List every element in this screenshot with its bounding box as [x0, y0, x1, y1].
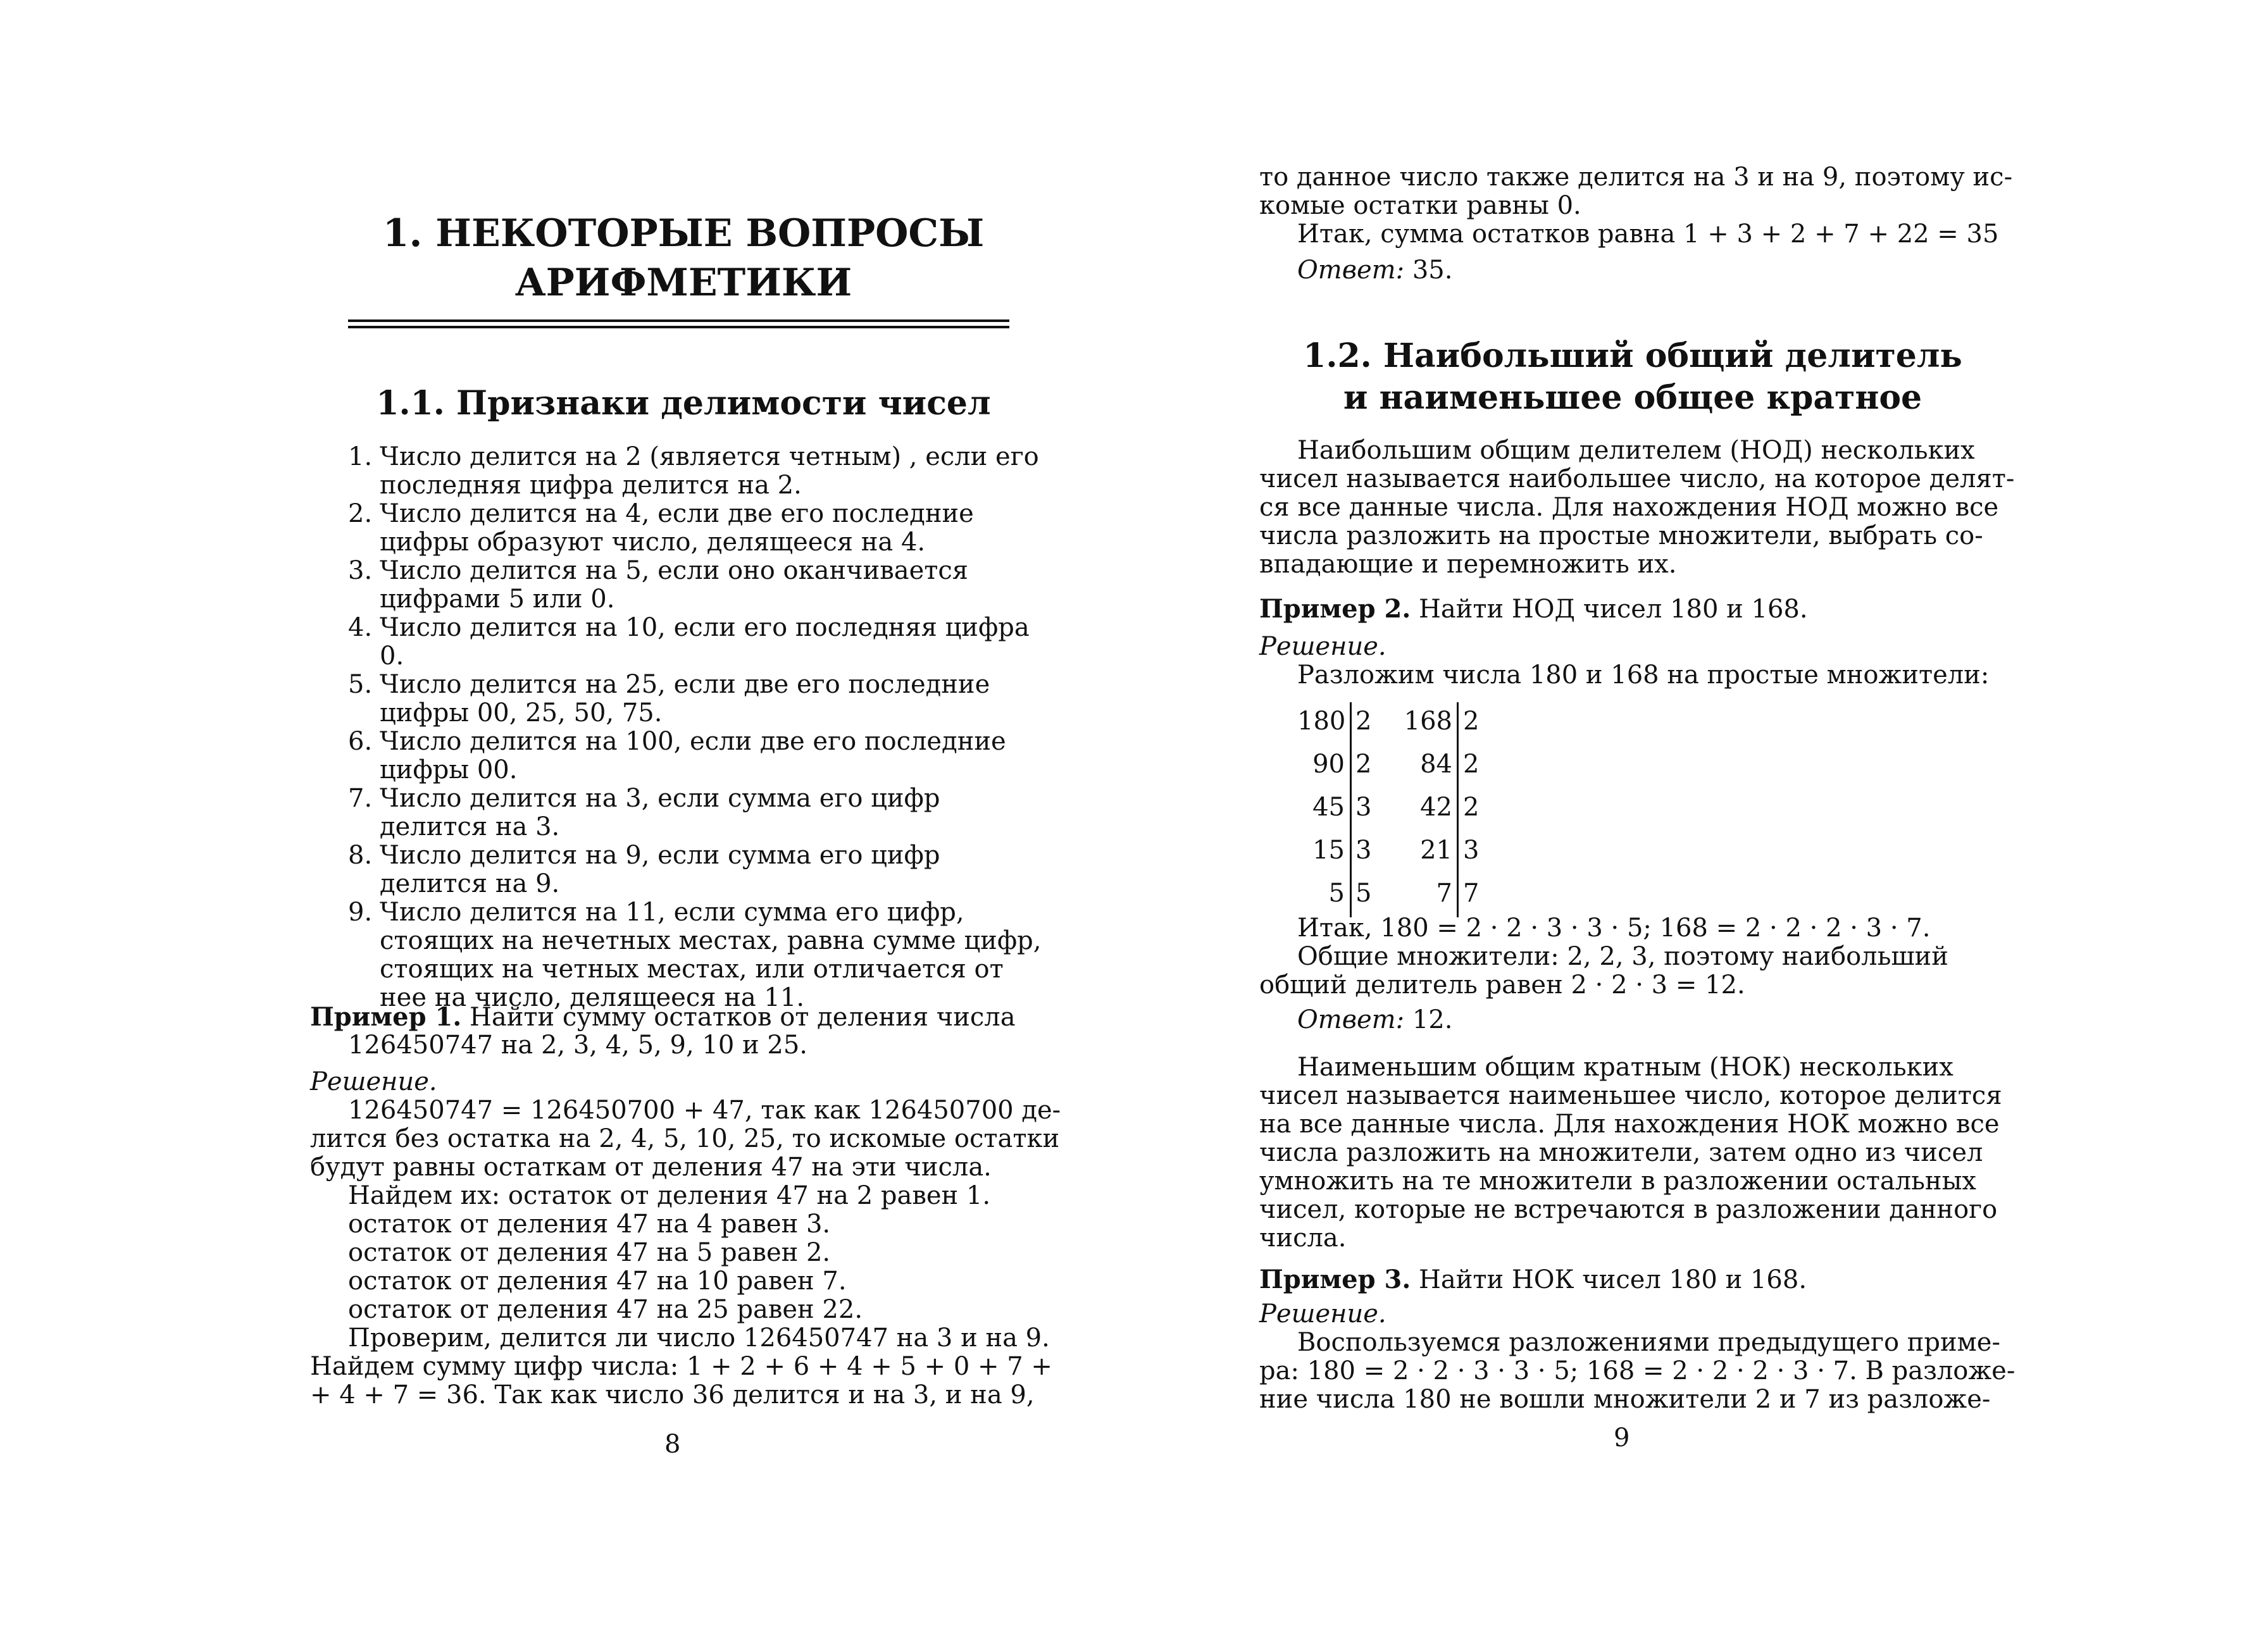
- continuation-line: Итак, сумма остатков равна 1 + 3 + 2 + 7 + 22 = 35: [1297, 220, 1999, 249]
- factor-value: 180: [1297, 707, 1346, 736]
- rule-item: [348, 841, 1044, 898]
- rule-item: [348, 443, 1044, 500]
- title-divider-top: [348, 319, 1009, 322]
- solution3-label: Решение.: [1259, 1299, 1386, 1329]
- rule-text: Число делится на 100, если две его последние цифры 00.: [380, 727, 1006, 784]
- lcm-paragraph-line: числа разложить на множители, затем одно из чисел: [1259, 1138, 1983, 1167]
- factor-value: 84: [1420, 750, 1452, 779]
- lcm-paragraph-line: умножить на те множители в разложении остальных: [1259, 1167, 1976, 1196]
- lcm-paragraph-line: чисел, которые не встречаются в разложении данного: [1259, 1195, 1998, 1224]
- rule-number: 9.: [348, 898, 373, 927]
- factor-value: 90: [1312, 750, 1345, 779]
- answer1: [1297, 256, 1452, 285]
- rule-number: 1.: [348, 442, 373, 471]
- rule-text: Число делится на 4, если две его последние цифры образуют число, делящееся на 4.: [380, 499, 974, 557]
- example1-heading: [310, 1003, 1050, 1032]
- section-title-divisibility: 1.1. Признаки делимости чисел: [376, 384, 991, 423]
- rule-text: Число делится на 25, если две его последние цифры 00, 25, 50, 75.: [380, 670, 990, 728]
- factor-divider-180: [1350, 702, 1352, 917]
- solution1-line: Найдем их: остаток от деления 47 на 2 равен 1.: [348, 1181, 991, 1210]
- lcm-paragraph-line: числа.: [1259, 1224, 1347, 1253]
- solution1-line: + 4 + 7 = 36. Так как число 36 делится и на 3, и на 9,: [310, 1380, 1035, 1410]
- solution1-line: остаток от деления 47 на 5 равен 2.: [348, 1238, 831, 1267]
- factor-value: 21: [1420, 836, 1452, 865]
- factor-prime: 3: [1355, 836, 1372, 865]
- factor-value: 5: [1328, 879, 1345, 908]
- gcd-paragraph-line: числа разложить на простые множители, выбрать со-: [1259, 521, 1983, 550]
- factor-divider-168: [1457, 702, 1459, 917]
- rule-text: Число делится на 2 (является четным) , если его последняя цифра делится на 2.: [380, 442, 1039, 500]
- factor-value: 15: [1312, 836, 1345, 865]
- gcd-paragraph-line: впадающие и перемножить их.: [1259, 550, 1677, 579]
- rule-item: [348, 898, 1044, 1012]
- title-divider-bottom: [348, 326, 1009, 328]
- rule-text: Число делится на 10, если его последняя цифра 0.: [380, 613, 1030, 671]
- factor-prime: 3: [1355, 793, 1372, 822]
- rule-item: [348, 728, 1044, 784]
- rule-number: 2.: [348, 499, 373, 528]
- example1-label: Пример 1.: [310, 1002, 462, 1032]
- example3-heading: [1259, 1265, 1807, 1294]
- rule-item: [348, 784, 1044, 841]
- factor-prime: 2: [1463, 707, 1480, 736]
- continuation-line: комые остатки равны 0.: [1259, 191, 1581, 220]
- solution1-line: остаток от деления 47 на 10 равен 7.: [348, 1267, 847, 1296]
- page-number: 9: [1614, 1423, 1630, 1453]
- divisibility-rules-list: [348, 443, 1044, 1012]
- example3-label: Пример 3.: [1259, 1265, 1411, 1294]
- solution1-line: лится без остатка на 2, 4, 5, 10, 25, то искомые остатки: [310, 1124, 1060, 1153]
- rule-text: Число делится на 11, если сумма его цифр, стоящих на нечетных местах, равна сумме цифр, стоящих на четных местах, или отличается от нее на число, делящееся на 11.: [380, 898, 1042, 1012]
- answer2: [1297, 1006, 1452, 1034]
- factor-value: 168: [1404, 707, 1452, 736]
- gcd-paragraph-line: чисел называется наибольшее число, на которое делят-: [1259, 464, 2015, 493]
- example1-text: Найти сумму остатков от деления числа: [469, 1003, 1016, 1032]
- factor-prime: 5: [1355, 879, 1372, 908]
- continuation-line: то данное число также делится на 3 и на 9, поэтому ис-: [1259, 163, 2013, 192]
- chapter-title-line1: 1. НЕКОТОРЫЕ ВОПРОСЫ: [382, 211, 985, 256]
- solution1-line: остаток от деления 47 на 25 равен 22.: [348, 1295, 863, 1324]
- solution1-line: будут равны остаткам от деления 47 на эти числа.: [310, 1153, 992, 1182]
- factor-value: 45: [1312, 793, 1345, 822]
- rule-number: 3.: [348, 556, 373, 585]
- lcm-paragraph-line: чисел называется наименьшее число, которое делится: [1259, 1081, 2002, 1110]
- rule-item: [348, 500, 1044, 557]
- gcd-paragraph-line: ся все данные числа. Для нахождения НОД можно все: [1259, 493, 1999, 522]
- solution2-label: Решение.: [1259, 632, 1386, 661]
- solution3-line: ние числа 180 не вошли множители 2 и 7 из разложе-: [1259, 1385, 1991, 1414]
- solution1-line: Найдем сумму цифр числа: 1 + 2 + 6 + 4 + 5 + 0 + 7 +: [310, 1352, 1052, 1381]
- factor-value: 42: [1420, 793, 1452, 822]
- answer-label: Ответ:: [1297, 1005, 1405, 1034]
- rule-item: [348, 671, 1044, 728]
- answer-value: 12.: [1412, 1005, 1453, 1034]
- page-number: 8: [664, 1430, 681, 1459]
- solution3-line: Воспользуемся разложениями предыдущего приме-: [1297, 1328, 2000, 1357]
- lcm-paragraph-line: на все данные числа. Для нахождения НОК можно все: [1259, 1110, 2000, 1139]
- answer-value: 35.: [1412, 256, 1453, 285]
- example2-label: Пример 2.: [1259, 594, 1411, 624]
- common-factors-line: общий делитель равен 2 · 2 · 3 = 12.: [1259, 970, 1745, 1000]
- rule-item: [348, 557, 1044, 614]
- solution1-line: Проверим, делится ли число 126450747 на 3 и на 9.: [348, 1323, 1050, 1353]
- rule-text: Число делится на 3, если сумма его цифр делится на 3.: [380, 784, 940, 841]
- solution3-line: ра: 180 = 2 · 2 · 3 · 3 · 5; 168 = 2 · 2 · 2 · 3 · 7. В разложе-: [1259, 1356, 2016, 1385]
- chapter-title-line2: АРИФМЕТИКИ: [514, 261, 852, 305]
- factor-prime: 2: [1463, 750, 1480, 779]
- factor-result: Итак, 180 = 2 · 2 · 3 · 3 · 5; 168 = 2 · 2 · 2 · 3 · 7.: [1297, 914, 1931, 943]
- rule-number: 4.: [348, 613, 373, 642]
- chapter-title: [310, 209, 1057, 307]
- factor-prime: 2: [1463, 793, 1480, 822]
- rule-text: Число делится на 5, если оно оканчивается цифрами 5 или 0.: [380, 556, 969, 614]
- common-factors-line: Общие множители: 2, 2, 3, поэтому наибольший: [1297, 942, 1948, 971]
- solution1-line: остаток от деления 47 на 4 равен 3.: [348, 1210, 831, 1239]
- lcm-paragraph-line: Наименьшим общим кратным (НОК) нескольких: [1297, 1053, 1953, 1082]
- factor-prime: 2: [1355, 707, 1372, 736]
- example2-text: Найти НОД чисел 180 и 168.: [1418, 595, 1808, 624]
- example1-text-cont: 126450747 на 2, 3, 4, 5, 9, 10 и 25.: [348, 1031, 807, 1060]
- factor-prime: 2: [1355, 750, 1372, 779]
- answer-label: Ответ:: [1297, 256, 1405, 285]
- example2-heading: [1259, 595, 1808, 624]
- solution1-line: 126450747 = 126450700 + 47, так как 126450700 де-: [348, 1096, 1061, 1125]
- section-title-gcd-lcm: [1259, 335, 2006, 419]
- solution1-label: Решение.: [310, 1067, 437, 1096]
- rule-number: 5.: [348, 670, 373, 699]
- factor-prime: 7: [1463, 879, 1480, 908]
- gcd-paragraph-line: Наибольшим общим делителем (НОД) нескольких: [1297, 436, 1975, 465]
- rule-number: 7.: [348, 784, 373, 813]
- rule-text: Число делится на 9, если сумма его цифр делится на 9.: [380, 841, 940, 898]
- factor-intro: Разложим числа 180 и 168 на простые множители:: [1297, 660, 1990, 690]
- section-title-line1: 1.2. Наибольший общий делитель: [1303, 337, 1962, 375]
- rule-item: [348, 614, 1044, 671]
- factor-value: 7: [1436, 879, 1452, 908]
- rule-number: 8.: [348, 841, 373, 870]
- section-title-line2: и наименьшее общее кратное: [1343, 378, 1922, 417]
- example3-text: Найти НОК чисел 180 и 168.: [1418, 1265, 1807, 1294]
- factor-prime: 3: [1463, 836, 1480, 865]
- rule-number: 6.: [348, 727, 373, 756]
